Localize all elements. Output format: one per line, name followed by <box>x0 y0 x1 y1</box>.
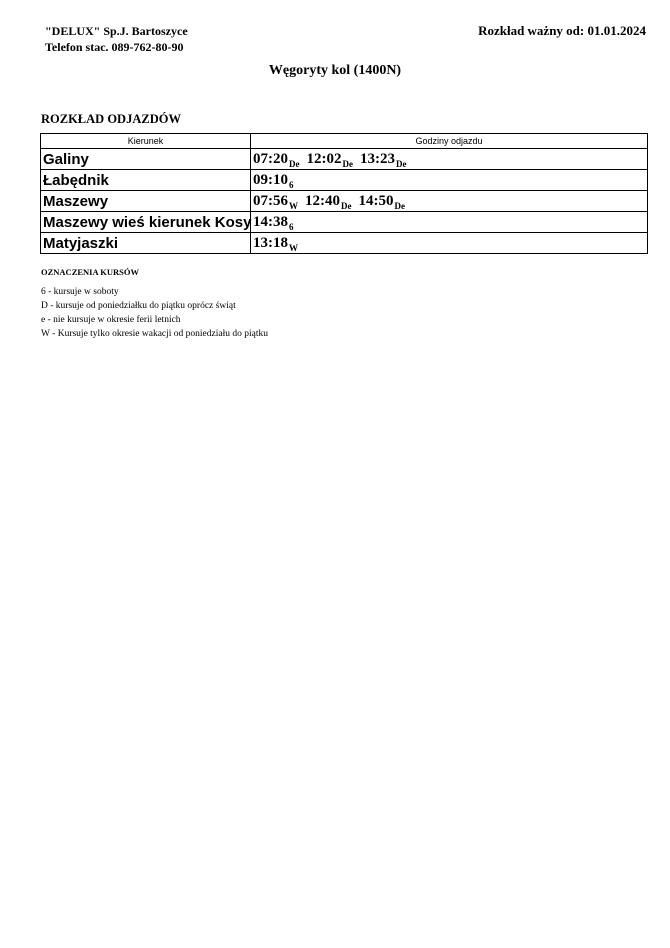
departure-code: De <box>394 200 405 211</box>
table-row <box>41 191 648 212</box>
departure <box>307 151 354 168</box>
departure-code: 6 <box>289 221 294 232</box>
legend <box>41 285 268 341</box>
departure-time: 07:20 <box>253 150 288 167</box>
table-row <box>41 233 648 254</box>
departures-table <box>40 133 648 254</box>
departures-cell <box>251 233 648 254</box>
departure-code: W <box>289 200 298 211</box>
legend-item: D - kursuje od poniedziałku do piątku oprócz świąt <box>41 301 236 311</box>
table-row <box>41 170 648 191</box>
departure-time: 12:40 <box>305 192 340 209</box>
direction-cell: Maszewy <box>41 191 251 212</box>
table-row <box>41 149 648 170</box>
direction-cell: Galiny <box>41 149 251 170</box>
departure <box>253 172 294 189</box>
legend-item: e - nie kursuje w okresie ferii letnich <box>41 315 181 325</box>
departure-code: W <box>289 242 298 253</box>
departures-cell <box>251 149 648 170</box>
departure <box>253 235 298 252</box>
validity-date: Rozkład ważny od: 01.01.2024 <box>478 23 646 38</box>
departure <box>305 193 352 210</box>
column-header-times: Godziny odjazdu <box>251 134 648 149</box>
departure-time: 14:38 <box>253 213 288 230</box>
departure-code: De <box>396 158 407 169</box>
table-row <box>41 212 648 233</box>
departures-cell <box>251 191 648 212</box>
departure-time: 07:56 <box>253 192 288 209</box>
departure <box>253 193 298 210</box>
departure-code: 6 <box>289 179 294 190</box>
legend-item: 6 - kursuje w soboty <box>41 287 119 297</box>
departures-cell <box>251 170 648 191</box>
legend-title: OZNACZENIA KURSÓW <box>41 267 140 277</box>
direction-cell: Matyjaszki <box>41 233 251 254</box>
departure-time: 12:02 <box>306 150 342 167</box>
section-title: ROZKŁAD ODJAZDÓW <box>41 112 181 126</box>
departures-cell <box>251 212 648 233</box>
direction-cell: Łabędnik <box>41 170 251 191</box>
departure <box>360 151 407 168</box>
table-header-row <box>41 134 648 149</box>
departure-time: 09:10 <box>253 171 288 188</box>
departure <box>359 193 406 210</box>
direction-cell: Maszewy wieś kierunek Kosy <box>41 212 251 233</box>
company-info <box>45 23 188 55</box>
departure <box>253 214 294 231</box>
departure <box>253 151 300 168</box>
stop-title: Węgoryty kol (1400N) <box>268 63 402 78</box>
company-name: "DELUX" Sp.J. Bartoszyce <box>45 24 188 38</box>
departure-time: 13:23 <box>360 150 395 167</box>
departure-code: De <box>341 200 352 211</box>
legend-item: W - Kursuje tylko okresie wakacji od poniedziału do piątku <box>41 329 268 339</box>
column-header-direction: Kierunek <box>41 134 251 149</box>
company-phone: Telefon stac. 089-762-80-90 <box>45 40 184 54</box>
departure-time: 14:50 <box>358 192 394 209</box>
departure-code: De <box>289 158 300 169</box>
departure-code: De <box>342 158 353 169</box>
departure-time: 13:18 <box>253 234 288 251</box>
